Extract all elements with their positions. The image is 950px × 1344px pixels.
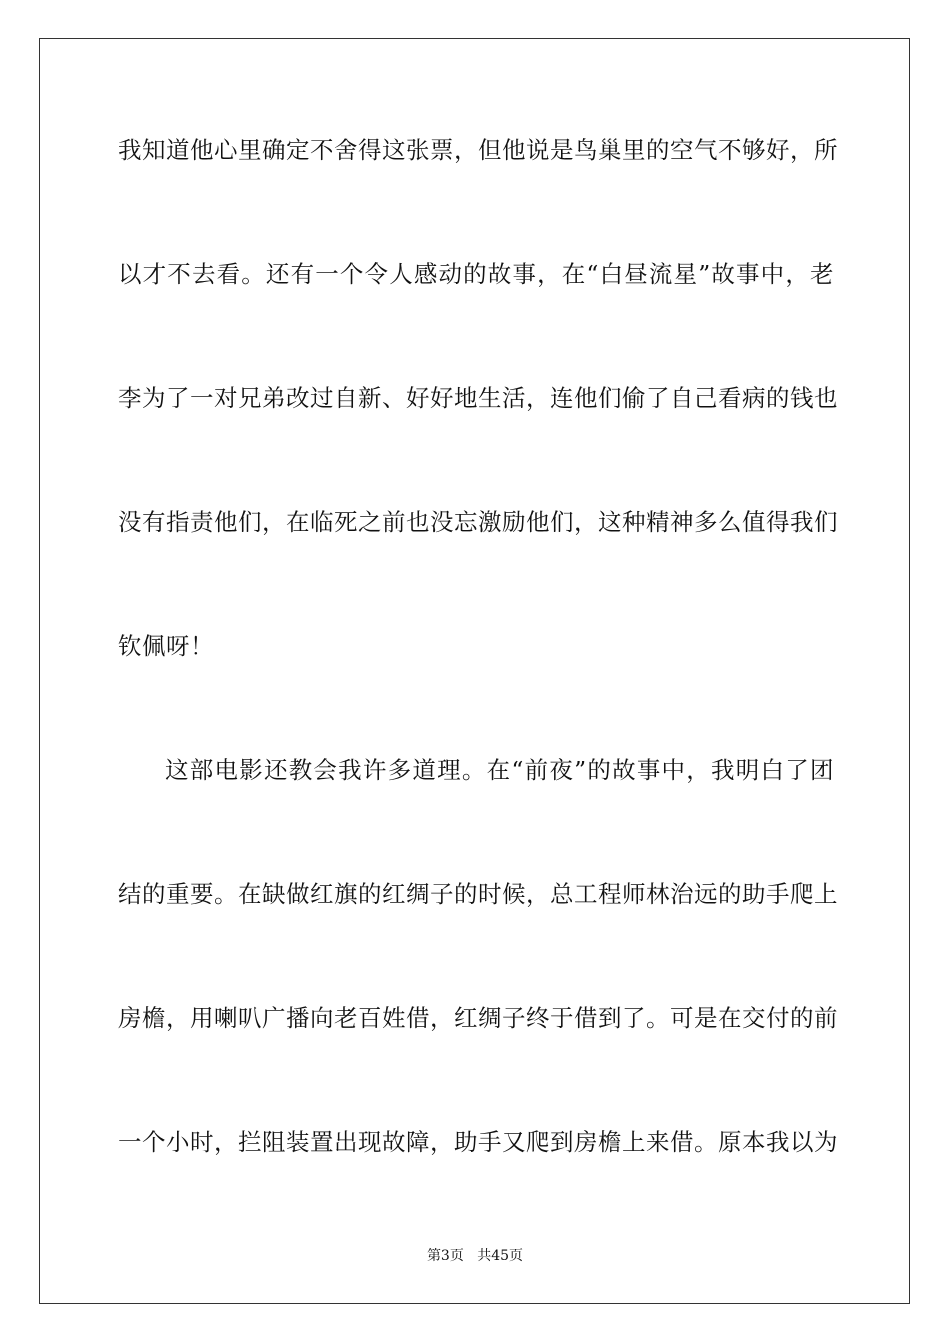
text-line: 没有指责他们，在临死之前也没忘激励他们，这种精神多么值得我们 bbox=[118, 508, 838, 536]
page-total: 共45页 bbox=[477, 1248, 524, 1264]
text-line: 结的重要。在缺做红旗的红绸子的时候，总工程师林治远的助手爬上 bbox=[118, 880, 838, 908]
paragraph-start-line: 这部电影还教会我许多道理。在“前夜”的故事中，我明白了团 bbox=[165, 756, 834, 784]
text-line: 李为了一对兄弟改过自新、好好地生活，连他们偷了自己看病的钱也 bbox=[118, 384, 838, 412]
text-line: 以才不去看。还有一个令人感动的故事，在“白昼流星”故事中，老 bbox=[118, 260, 834, 288]
page-footer bbox=[0, 1246, 950, 1266]
text-line: 我知道他心里确定不舍得这张票，但他说是鸟巢里的空气不够好，所 bbox=[118, 136, 838, 164]
page-number: 第3页 bbox=[426, 1248, 464, 1264]
text-line: 一个小时，拦阻装置出现故障，助手又爬到房檐上来借。原本我以为 bbox=[118, 1128, 838, 1156]
text-line: 房檐，用喇叭广播向老百姓借，红绸子终于借到了。可是在交付的前 bbox=[118, 1004, 838, 1032]
text-line: 钦佩呀！ bbox=[118, 632, 214, 660]
page-border bbox=[39, 38, 910, 1304]
